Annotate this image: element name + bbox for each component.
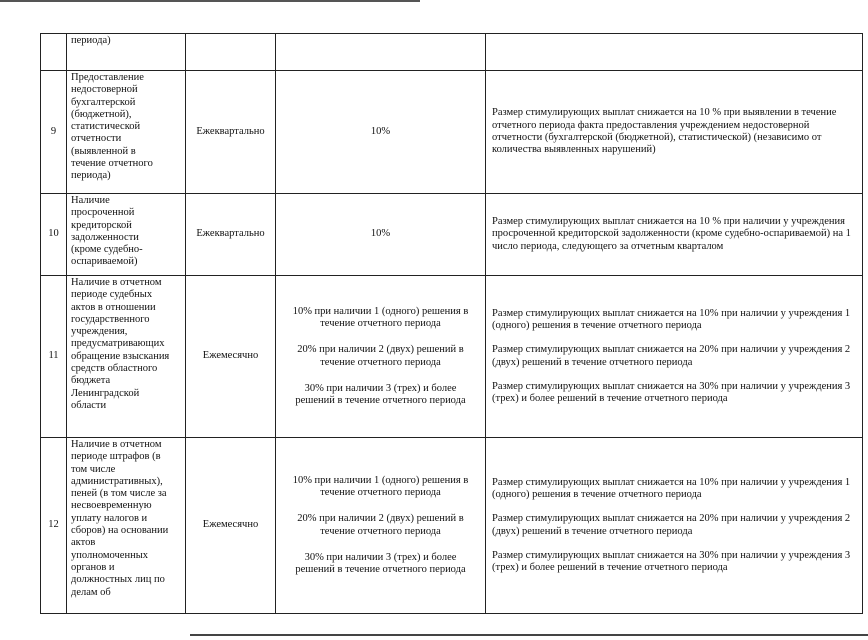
- criterion-cell: Предоставление недостоверной бухгалтерской (бюджетной), статистической отчетности (выявленной в течение отчетного периода): [67, 71, 186, 194]
- description-cell: Размер стимулирующих выплат снижается на 10% при наличии у учреждения 1 (одного) решения в течение отчетного периода Размер стимулирующих выплат снижается на 20% при наличии у учреждения 2 (двух) решений в течение отчетного периода Размер стимулирующих выплат снижается на 30% при наличии у учреждения 3 (трех) и более решений в течение отчетного периода: [486, 438, 863, 614]
- value-cell: 10%: [276, 194, 486, 276]
- frequency-cell: Ежемесячно: [186, 276, 276, 438]
- frequency-cell: Ежемесячно: [186, 438, 276, 614]
- table-row: [41, 276, 863, 438]
- criterion-cell: Наличие в отчетном периоде штрафов (в том числе административных), пеней (в том числе за несвоевременную уплату налогов и сборов) на основании актов уполномоченных органов и должностных лиц по делам об: [67, 438, 186, 614]
- table-row: [41, 34, 863, 71]
- value-cell: [276, 34, 486, 71]
- table-row: [41, 194, 863, 276]
- criterion-cell: Наличие в отчетном периоде судебных актов в отношении государственного учреждения, предусматривающих обращение взыскания средств областного бюджета Ленинградской области: [67, 276, 186, 438]
- table-row: [41, 438, 863, 614]
- criterion-cell: Наличие просроченной кредиторской задолженности (кроме судебно- оспариваемой): [67, 194, 186, 276]
- value-cell: 10% при наличии 1 (одного) решения в течение отчетного периода 20% при наличии 2 (двух) решений в течение отчетного периода 30% при наличии 3 (трех) и более решений в течение отчетного периода: [276, 438, 486, 614]
- row-number: 11: [41, 276, 67, 438]
- frequency-cell: Ежеквартально: [186, 194, 276, 276]
- description-cell: Размер стимулирующих выплат снижается на 10 % при выявлении в течение отчетного периода факта предоставления учреждением недостоверной отчетности (бухгалтерской (бюджетной), статистической) (независимо от количества выявленных нарушений): [486, 71, 863, 194]
- scan-edge-top: [0, 0, 420, 2]
- criteria-table: [40, 33, 863, 614]
- row-number: 12: [41, 438, 67, 614]
- row-number: 9: [41, 71, 67, 194]
- value-cell: 10%: [276, 71, 486, 194]
- scan-edge-bottom: [190, 634, 868, 636]
- description-cell: Размер стимулирующих выплат снижается на 10% при наличии у учреждения 1 (одного) решения в течение отчетного периода Размер стимулирующих выплат снижается на 20% при наличии у учреждения 2 (двух) решений в течение отчетного периода Размер стимулирующих выплат снижается на 30% при наличии у учреждения 3 (трех) и более решений в течение отчетного периода: [486, 276, 863, 438]
- criterion-cell: периода): [67, 34, 186, 71]
- frequency-cell: [186, 34, 276, 71]
- value-cell: 10% при наличии 1 (одного) решения в течение отчетного периода 20% при наличии 2 (двух) решений в течение отчетного периода 30% при наличии 3 (трех) и более решений в течение отчетного периода: [276, 276, 486, 438]
- frequency-cell: Ежеквартально: [186, 71, 276, 194]
- row-number: 10: [41, 194, 67, 276]
- description-cell: [486, 34, 863, 71]
- table-row: [41, 71, 863, 194]
- description-cell: Размер стимулирующих выплат снижается на 10 % при наличии у учреждения просроченной кредиторской задолженности (кроме судебно-оспариваемой) на 1 число периода, следующего за отчетным кварталом: [486, 194, 863, 276]
- row-number: [41, 34, 67, 71]
